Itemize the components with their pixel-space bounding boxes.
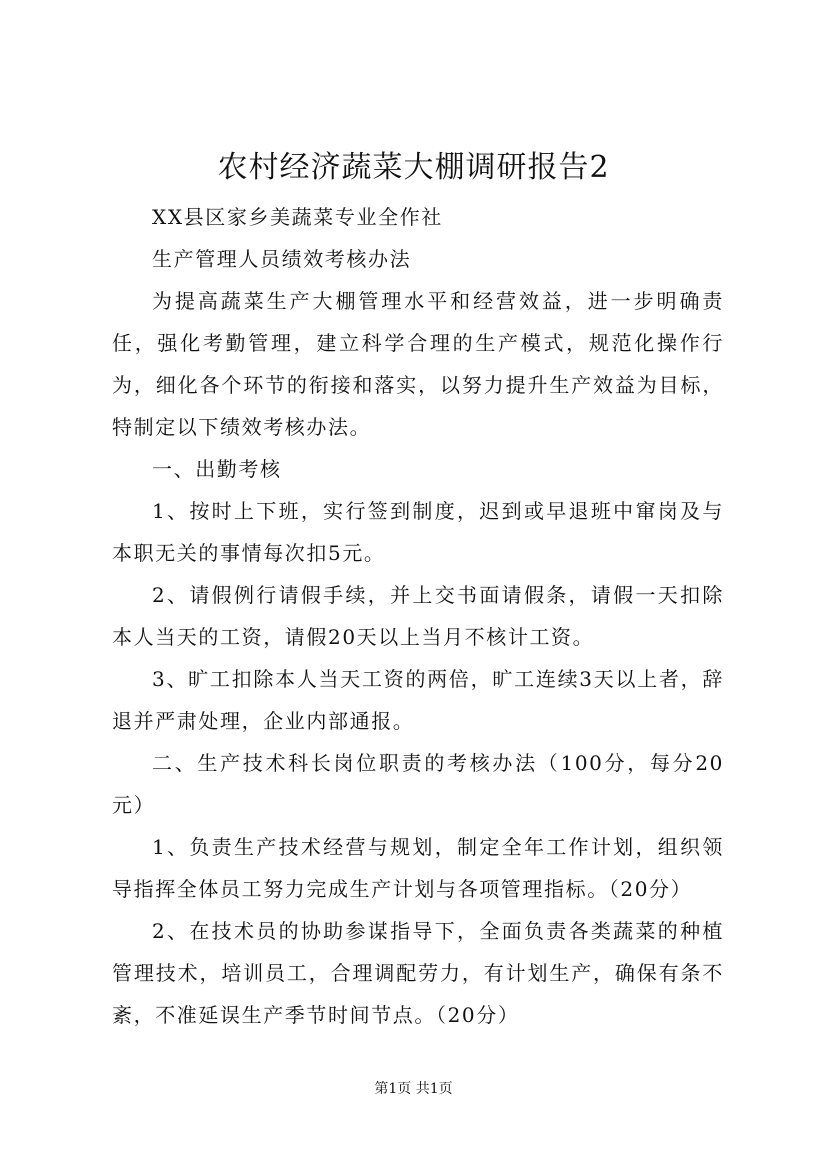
section-heading-attendance: 一、出勤考核 [152,457,282,481]
paragraph-item: 3、旷工扣除本人当天工资的两倍，旷工连续3天以上者，辞退并严肃处理，企业内部通报。 [112,667,724,733]
paragraph-intro: 为提高蔬菜生产大棚管理水平和经营效益，进一步明确责任，强化考勤管理，建立科学合理的生产模式，规范化操作行为，细化各个环节的衔接和落实，以努力提升生产效益为目标，特制定以下绩效考核办法。 [112,289,724,439]
document-title: 农村经济蔬菜大棚调研报告2 [217,150,610,185]
paragraph-subtitle: 生产管理人员绩效考核办法 [152,247,412,271]
paragraph-cooperative-name: XX县区家乡美蔬菜专业全作社 [152,205,443,229]
paragraph-item: 1、负责生产技术经营与规划，制定全年工作计划，组织领导指挥全体员工努力完成生产计划与各项管理指标。（20分） [112,835,724,901]
section-heading-tech-chief: 二、生产技术科长岗位职责的考核办法（100分，每分20元） [112,751,724,817]
paragraph-item: 1、按时上下班，实行签到制度，迟到或早退班中窜岗及与本职无关的事情每次扣5元。 [112,499,724,565]
paragraph-item: 2、请假例行请假手续，并上交书面请假条，请假一天扣除本人当天的工资，请假20天以上当月不核计工资。 [112,583,724,649]
paragraph-item: 2、在技术员的协助参谋指导下，全面负责各类蔬菜的种植管理技术，培训员工，合理调配劳力，有计划生产，确保有条不紊，不准延误生产季节时间节点。（20分） [112,919,724,1027]
page-number-footer: 第1页 共1页 [374,1081,453,1097]
document-body [112,196,724,1036]
